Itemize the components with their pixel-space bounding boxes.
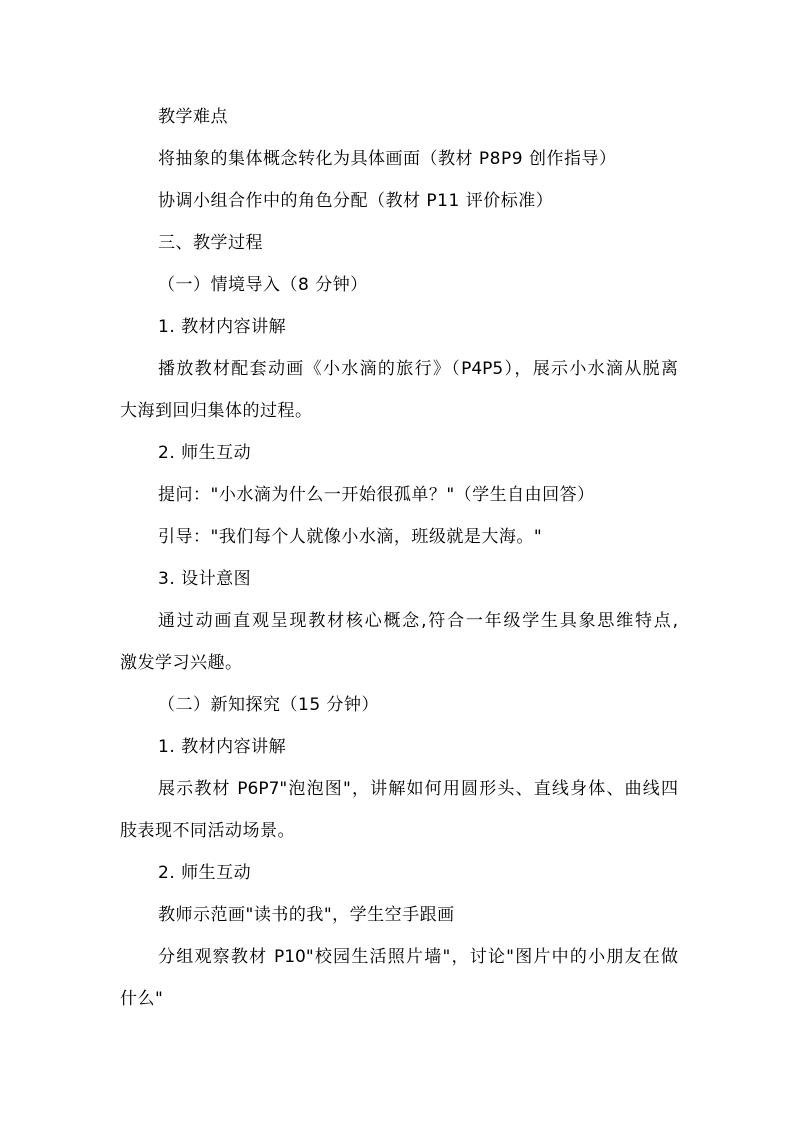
paragraph-intent-line-2: 激发学习兴趣。: [120, 653, 243, 673]
paragraph-group-line-2: 什么": [120, 989, 164, 1009]
subheading-introduction: （一）情境导入（8 分钟）: [158, 275, 368, 295]
paragraph-intent-line-1: 通过动画直观呈现教材核心概念,符合一年级学生具象思维特点,: [158, 611, 678, 631]
paragraph-group-line-1: 分组观察教材 P10"校园生活照片墙"，讨论"图片中的小朋友在做: [158, 947, 678, 967]
item-heading-interaction-2: 2. 师生互动: [158, 863, 252, 883]
item-heading-design-intent: 3. 设计意图: [158, 569, 252, 589]
paragraph-animation-line-2: 大海到回归集体的过程。: [120, 401, 313, 421]
heading-teaching-difficulties: 教学难点: [158, 107, 228, 127]
paragraph-demo: 教师示范画"读书的我"，学生空手跟画: [158, 905, 455, 925]
subheading-new-knowledge: （二）新知探究（15 分钟）: [158, 695, 380, 715]
item-heading-content-2: 1. 教材内容讲解: [158, 737, 287, 757]
heading-teaching-process: 三、教学过程: [158, 233, 263, 253]
paragraph-question: 提问："小水滴为什么一开始很孤单？"（学生自由回答）: [158, 485, 595, 505]
paragraph-animation-line-1: 播放教材配套动画《小水滴的旅行》（P4P5），展示小水滴从脱离: [158, 359, 678, 379]
paragraph-difficulty-1: 将抽象的集体概念转化为具体画面（教材 P8P9 创作指导）: [158, 149, 617, 169]
paragraph-bubble-line-2: 肢表现不同活动场景。: [120, 821, 295, 841]
paragraph-guidance: 引导："我们每个人就像小水滴，班级就是大海。": [158, 527, 543, 547]
item-heading-interaction-1: 2. 师生互动: [158, 443, 252, 463]
item-heading-content-1: 1. 教材内容讲解: [158, 317, 287, 337]
paragraph-difficulty-2: 协调小组合作中的角色分配（教材 P11 评价标准）: [158, 191, 554, 211]
paragraph-bubble-line-1: 展示教材 P6P7"泡泡图"，讲解如何用圆形头、直线身体、曲线四: [158, 779, 678, 799]
